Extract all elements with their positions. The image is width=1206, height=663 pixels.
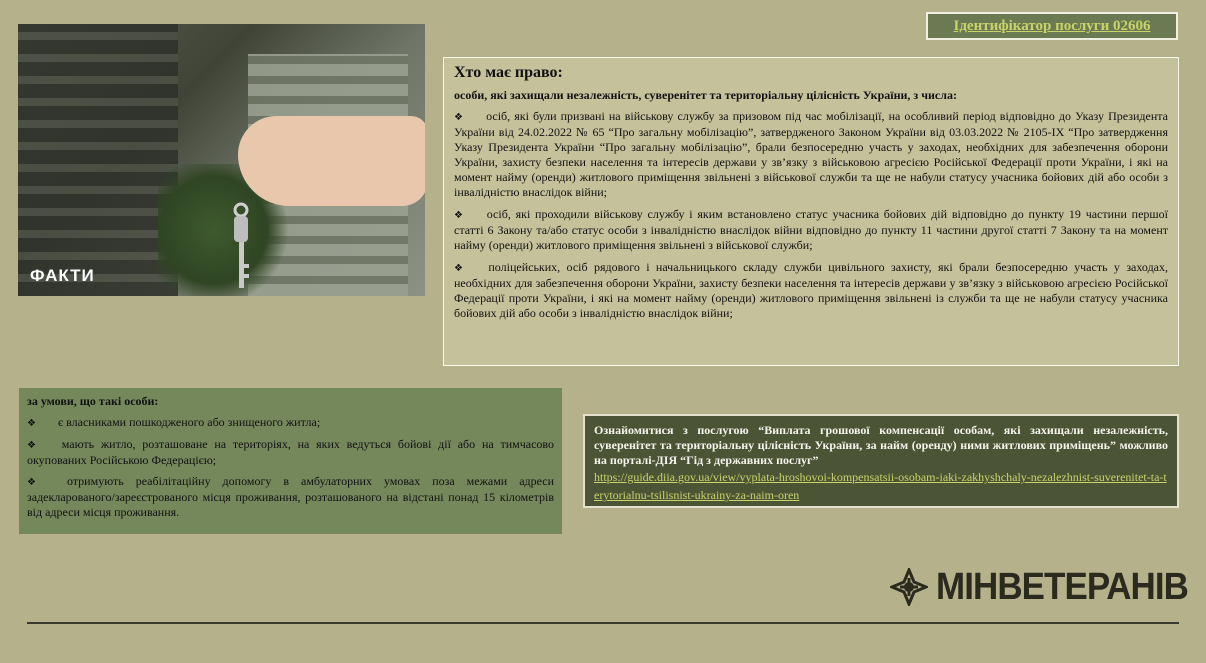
bottom-divider	[27, 622, 1179, 624]
condition-item: ❖ мають житло, розташоване на територіях, на яких ведуться бойові дії або на тимчасово окупованих Російською Федерацією;	[27, 437, 554, 467]
bullet-icon: ❖	[454, 210, 465, 221]
eligibility-item: ❖ осіб, які були призвані на військову службу за призовом під час мобілізації, на особливий період відповідно до Указу Президента України від 24.02.2022 № 65 “Про загальну мобілізацію”, затвердженого Законом України від 03.03.2022 № 2105-IX “Про затвердження Указу Президента України “Про загальну мобілізацію”, брали безпосередню участь у заходах, необхідних для забезпечення оборони України, захисту безпеки населення та інтересів держави у зв’язку з військовою агресією Російської Федерації проти України, і які на момент найму (оренди) житлового приміщення звільнені з військової служби та ще не набули статусу учасника бойових дій або особи з інвалідністю внаслідок війни;	[454, 109, 1168, 199]
photo-source-logo: ФАКТИ	[30, 266, 95, 285]
portal-link[interactable]: https://guide.diia.gov.ua/view/vyplata-hroshovoi-kompensatsii-osobam-iaki-zakhyshchaly-nezalezhnist-suverenitet-ta-terytorialnu-tsilisnist-ukrainy-za-naim-oren	[594, 470, 1167, 502]
hand-holding-keys	[238, 116, 425, 206]
damaged-building-left	[18, 24, 178, 296]
service-id-link[interactable]: Ідентифікатор послуги 02606	[953, 17, 1151, 34]
bullet-icon: ❖	[27, 440, 40, 451]
bullet-icon: ❖	[27, 418, 36, 429]
condition-item: ❖ отримують реабілітаційну допомогу в амбулаторних умовах поза межами адреси задекларованого/зареєстрованого місця проживання, розташованого на відстані понад 15 кілометрів від адреси місця проживання.	[27, 474, 555, 519]
conditions-title: за умови, що такі особи:	[27, 394, 159, 408]
conditions-panel	[19, 388, 562, 534]
hero-photo	[18, 24, 425, 296]
bullet-icon: ❖	[454, 263, 467, 274]
eligibility-panel	[443, 57, 1179, 366]
eligibility-item: ❖ поліцейських, осіб рядового і начальницького складу служби цивільного захисту, які брали безпосередню участь у заходах, необхідних для забезпечення оборони України, захисту безпеки населення та інтересів держави у зв’язку з військовою агресією Російської Федерації проти України, і які на момент найму (оренди) житлового приміщення звільнені із служби та ще не набули статусу учасника бойових дій або особи з інвалідністю внаслідок війни;	[454, 260, 1169, 320]
bullet-icon: ❖	[454, 112, 465, 123]
eligibility-title: Хто має право:	[454, 64, 563, 81]
ministry-emblem-icon	[890, 568, 928, 606]
ministry-name: МІНВЕТЕРАНІВ	[936, 565, 1188, 608]
eligibility-subtitle: особи, які захищали незалежність, суверенітет та територіальну цілісність України, з числа:	[454, 88, 957, 102]
bullet-icon: ❖	[27, 477, 45, 488]
portal-text: Ознайомитися з послугою “Виплата грошової компенсації особам, які захищали незалежність, суверенітет та територіальну цілісність України, за найм (оренду) ними житлових приміщень” можливо на порталі-ДІЯ “Гід з державних послуг”	[594, 423, 1168, 467]
eligibility-item: ❖ осіб, які проходили військову службу і яким встановлено статус учасника бойових дій відповідно до пункту 19 частини першої статті 6 Закону та/або статус особи з інвалідністю внаслідок війни відповідно до пункту 11 частини другої статті 7 Закону та на момент найму (оренди) житлового приміщення звільнені з військової служби;	[454, 207, 1168, 252]
ministry-brand	[890, 565, 1206, 609]
condition-item: ❖ є власниками пошкодженого або знищеного житла;	[27, 415, 321, 429]
keys-icon	[226, 202, 256, 292]
service-id-box[interactable]	[926, 12, 1178, 40]
diia-portal-panel	[583, 414, 1179, 508]
